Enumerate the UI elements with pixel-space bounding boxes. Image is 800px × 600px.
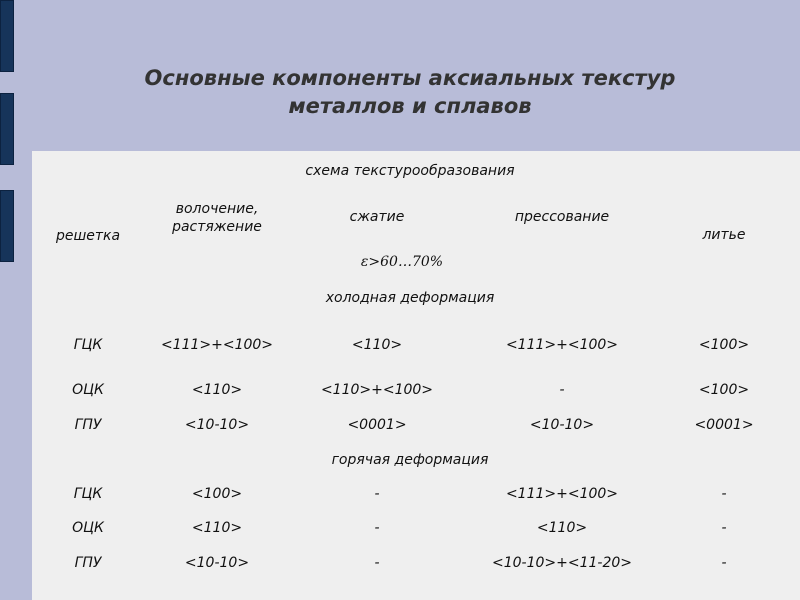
header-lattice: решетка xyxy=(55,228,121,244)
cell-compression: <110>+<100> xyxy=(320,382,434,398)
cell-compression: <0001> xyxy=(347,417,407,433)
decor-bar-top xyxy=(0,0,14,72)
cell-compression: <110> xyxy=(351,337,403,353)
cell-pressing: <10-10> xyxy=(529,417,595,433)
cell-lattice: ГПУ xyxy=(74,417,102,433)
cell-lattice: ГЦК xyxy=(73,337,103,353)
cell-drawing: <111>+<100> xyxy=(160,337,274,353)
strain-note: ε>60…70% xyxy=(360,254,444,270)
texture-table xyxy=(32,151,800,600)
slide-title xyxy=(40,64,780,120)
title-line-2: металлов и сплавов xyxy=(288,94,532,118)
cell-lattice: ГПУ xyxy=(74,555,102,571)
title-line-1: Основные компоненты аксиальных текстур xyxy=(144,66,676,90)
cell-pressing: <111>+<100> xyxy=(505,486,619,502)
header-compression: сжатие xyxy=(349,209,405,225)
group-header: схема текстурообразования xyxy=(305,163,515,179)
header-pressing: прессование xyxy=(514,209,610,225)
cell-drawing: <100> xyxy=(191,486,243,502)
decor-bar-bottom xyxy=(0,190,14,262)
decor-bar-middle xyxy=(0,93,14,165)
cell-casting: <100> xyxy=(698,337,750,353)
cell-compression: - xyxy=(374,486,380,502)
cell-compression: - xyxy=(374,520,380,536)
header-drawing-line2: растяжение xyxy=(172,219,262,235)
cell-pressing: <10-10>+<11-20> xyxy=(491,555,633,571)
header-drawing xyxy=(172,200,262,236)
cell-lattice: ОЦК xyxy=(72,382,104,398)
cell-lattice: ОЦК xyxy=(72,520,104,536)
section-hot: горячая деформация xyxy=(331,452,489,468)
cell-casting: - xyxy=(721,486,727,502)
header-casting: литье xyxy=(702,227,746,243)
cell-drawing: <110> xyxy=(191,382,243,398)
cell-casting: <100> xyxy=(698,382,750,398)
cell-casting: - xyxy=(721,520,727,536)
cell-pressing: - xyxy=(559,382,565,398)
cell-drawing: <110> xyxy=(191,520,243,536)
cell-pressing: <111>+<100> xyxy=(505,337,619,353)
header-drawing-line1: волочение, xyxy=(175,201,259,217)
cell-casting: - xyxy=(721,555,727,571)
cell-compression: - xyxy=(374,555,380,571)
cell-drawing: <10-10> xyxy=(184,417,250,433)
cell-casting: <0001> xyxy=(694,417,754,433)
cell-lattice: ГЦК xyxy=(73,486,103,502)
cell-pressing: <110> xyxy=(536,520,588,536)
section-cold: холодная деформация xyxy=(325,290,495,306)
cell-drawing: <10-10> xyxy=(184,555,250,571)
